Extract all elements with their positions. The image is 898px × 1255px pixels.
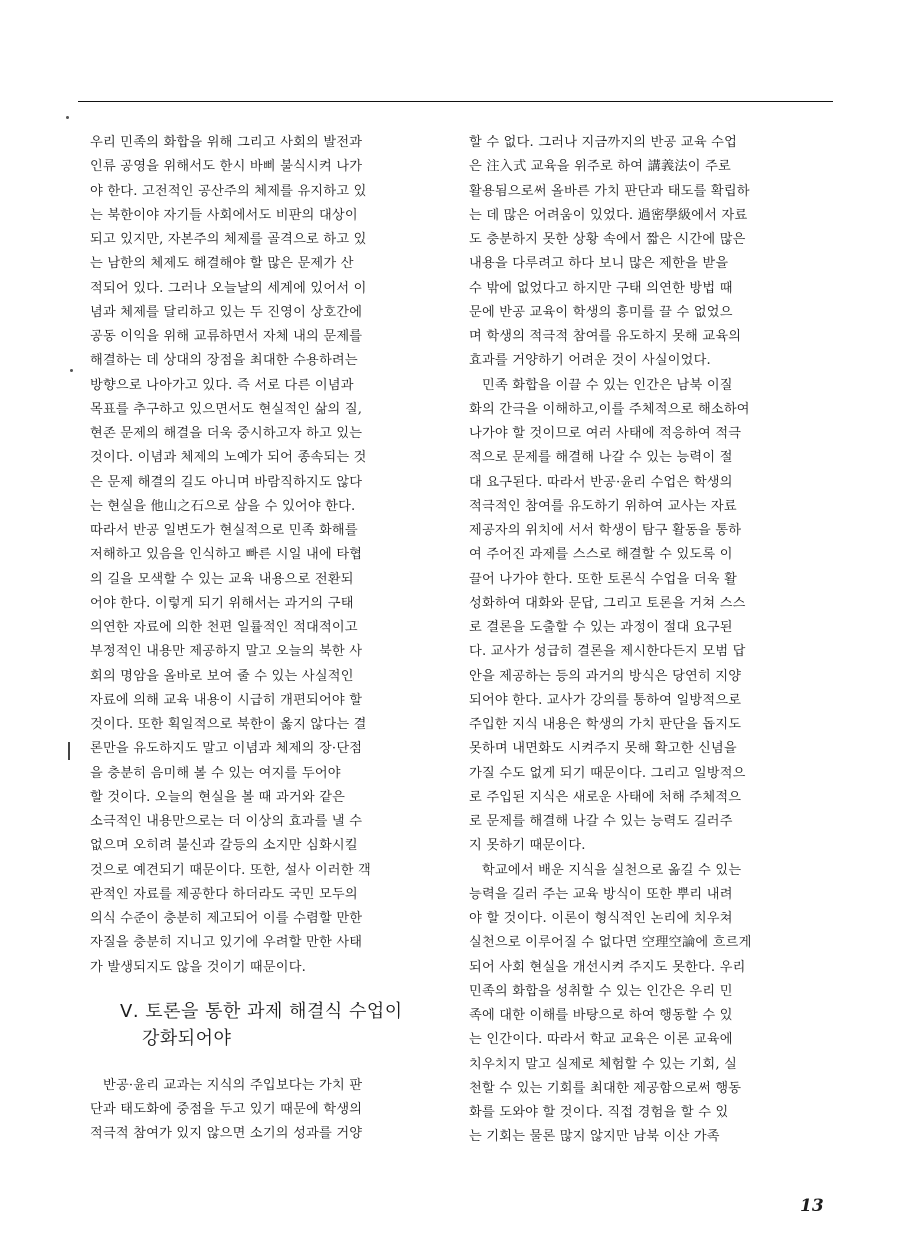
text-line: 할 것이다. 오늘의 현실을 볼 때 과거와 같은 bbox=[90, 789, 346, 805]
text-line: 민족 화합을 이끌 수 있는 인간은 남북 이질 bbox=[482, 377, 733, 393]
text-line: 천할 수 있는 기회를 최대한 제공함으로써 행동 bbox=[469, 1080, 742, 1096]
text-line: 우리 민족의 화합을 위해 그리고 사회의 발전과 bbox=[90, 135, 363, 150]
text-line: 단과 태도화에 중점을 두고 있기 때문에 학생의 bbox=[90, 1102, 363, 1117]
text-line: 야 할 것이다. 이론이 형식적인 논리에 치우쳐 bbox=[469, 911, 733, 926]
text-line: 활용됨으로써 올바른 가치 판단과 태도를 확립하 bbox=[469, 183, 750, 199]
text-line: 해결하는 데 상대의 장점을 최대한 수용하려는 bbox=[90, 353, 358, 369]
text-line: 되어야 한다. 교사가 강의를 통하여 일방적으로 bbox=[469, 692, 742, 708]
margin-mark bbox=[66, 116, 69, 119]
text-line: 지 못하기 때문이다. bbox=[469, 838, 586, 854]
text-line: 적극적인 참여를 유도하기 위하여 교사는 자료 bbox=[469, 498, 737, 514]
text-line: 제공자의 위치에 서서 학생이 탐구 활동을 통하 bbox=[469, 523, 742, 538]
text-line: 저해하고 있음을 인식하고 빠른 시일 내에 타협 bbox=[90, 547, 363, 563]
text-line: 방향으로 나아가고 있다. 즉 서로 다른 이념과 bbox=[90, 377, 354, 393]
text-line: 인류 공영을 위해서도 한시 바삐 불식시켜 나가 bbox=[90, 159, 363, 175]
text-line: 성화하여 대화와 문답, 그리고 토론을 거쳐 스스 bbox=[469, 595, 746, 611]
text-line: 며 학생의 적극적 참여를 유도하지 못해 교육의 bbox=[469, 329, 742, 344]
margin-mark bbox=[70, 369, 73, 372]
text-line: 민족의 화합을 성취할 수 있는 인간은 우리 민 bbox=[469, 983, 733, 999]
text-line: 내용을 다루려고 하다 보니 많은 제한을 받을 bbox=[469, 256, 729, 272]
text-line: 자료에 의해 교육 내용이 시급히 개편되어야 할 bbox=[90, 692, 363, 708]
text-line: 공동 이익을 위해 교류하면서 자체 내의 문제를 bbox=[90, 329, 363, 344]
text-line: 로 결론을 도출할 수 있는 과정이 절대 요구된 bbox=[469, 620, 733, 635]
text-line: 론만을 유도하지도 말고 이념과 체제의 장·단점 bbox=[90, 741, 363, 757]
text-line: 의 길을 모색할 수 있는 교육 내용으로 전환되 bbox=[90, 571, 354, 587]
text-line: 는 인간이다. 따라서 학교 교육은 이론 교육에 bbox=[469, 1032, 733, 1048]
text-line: 념과 체제를 달리하고 있는 두 진영이 상호간에 bbox=[90, 304, 363, 320]
text-line: 못하며 내면화도 시켜주지 못해 확고한 신념을 bbox=[469, 741, 737, 757]
text-line: 능력을 길러 주는 교육 방식이 또한 뿌리 내려 bbox=[469, 886, 733, 902]
text-line: 학교에서 배운 지식을 실천으로 옮길 수 있는 bbox=[482, 862, 742, 878]
margin-mark bbox=[68, 742, 70, 760]
text-line: 것이다. 또한 획일적으로 북한이 옳지 않다는 결 bbox=[90, 717, 367, 732]
text-line: 가 발생되지도 않을 것이기 때문이다. bbox=[90, 959, 307, 975]
section-heading bbox=[90, 998, 450, 1052]
text-line: 끌어 나가야 한다. 또한 토론식 수업을 더욱 활 bbox=[469, 571, 738, 587]
text-line: 없으며 오히려 불신과 갈등의 소지만 심화시킬 bbox=[90, 838, 358, 854]
text-line: 는 현실을 他山之石으로 삼을 수 있어야 한다. bbox=[90, 498, 356, 514]
text-line: 나가야 할 것이므로 여러 사태에 적응하여 적극 bbox=[469, 426, 742, 441]
text-line: 반공·윤리 교과는 지식의 주입보다는 가치 판 bbox=[103, 1077, 363, 1093]
text-line: 주입한 지식 내용은 학생의 가치 판단을 돕지도 bbox=[469, 717, 742, 732]
text-line: 회의 명암을 올바로 보여 줄 수 있는 사실적인 bbox=[90, 668, 354, 684]
text-line: 현존 문제의 해결을 더욱 중시하고자 하고 있는 bbox=[90, 426, 363, 441]
text-line: 적되어 있다. 그러나 오늘날의 세계에 있어서 이 bbox=[90, 280, 367, 296]
text-line: 관적인 자료를 제공한다 하더라도 국민 모두의 bbox=[90, 886, 358, 902]
text-line: 로 문제를 해결해 나갈 수 있는 능력도 길러주 bbox=[469, 814, 733, 829]
page-number: 13 bbox=[800, 1196, 824, 1216]
text-line: 것이다. 이념과 체제의 노예가 되어 종속되는 것 bbox=[90, 450, 367, 466]
text-line: 화의 간극을 이해하고,이를 주체적으로 해소하여 bbox=[469, 401, 750, 417]
text-line: 되고 있지만, 자본주의 체제를 골격으로 하고 있 bbox=[90, 232, 367, 247]
text-line: 문에 반공 교육이 학생의 흥미를 끌 수 없었으 bbox=[469, 304, 733, 320]
left-column bbox=[90, 131, 450, 1147]
text-line: 수 밖에 없었다고 하지만 구태 의연한 방법 때 bbox=[469, 280, 733, 296]
text-line: 부정적인 내용만 제공하지 말고 오늘의 북한 사 bbox=[90, 644, 363, 660]
text-line: 것으로 예견되기 때문이다. 또한, 설사 이러한 객 bbox=[90, 862, 371, 878]
text-line: 실천으로 이루어질 수 없다면 空理空論에 흐르게 bbox=[469, 935, 752, 951]
text-line: 은 注入式 교육을 위주로 하여 講義法이 주로 bbox=[469, 159, 731, 175]
text-line: 을 충분히 음미해 볼 수 있는 여지를 두어야 bbox=[90, 765, 341, 781]
left-body-text bbox=[90, 131, 450, 980]
text-line: 도 충분하지 못한 상황 속에서 짧은 시간에 많은 bbox=[469, 232, 746, 247]
section-heading-line1: Ⅴ. 토론을 통한 과제 해결식 수업이 bbox=[120, 1000, 403, 1022]
text-line: 치우치지 말고 실제로 체험할 수 있는 기회, 실 bbox=[469, 1056, 738, 1072]
text-line: 는 남한의 체제도 해결해야 할 많은 문제가 산 bbox=[90, 256, 354, 272]
text-line: 는 데 많은 어려움이 있었다. 過密學級에서 자료 bbox=[469, 207, 748, 223]
text-line: 가질 수도 없게 되기 때문이다. 그리고 일방적으 bbox=[469, 765, 746, 781]
text-line: 목표를 추구하고 있으면서도 현실적인 삶의 질, bbox=[90, 401, 363, 417]
text-line: 적으로 문제를 해결해 나갈 수 있는 능력이 절 bbox=[469, 450, 733, 466]
text-line: 여 주어진 과제를 스스로 해결할 수 있도록 이 bbox=[469, 547, 733, 563]
text-line: 는 북한이야 자기들 사회에서도 비판의 대상이 bbox=[90, 207, 358, 223]
text-line: 다. 교사가 성급히 결론을 제시한다든지 모범 답 bbox=[469, 644, 746, 660]
text-line: 은 문제 해결의 길도 아니며 바람직하지도 않다 bbox=[90, 474, 363, 490]
text-line: 야 한다. 고전적인 공산주의 체제를 유지하고 있 bbox=[90, 183, 367, 199]
text-line: 안을 제공하는 등의 과거의 방식은 당연히 지양 bbox=[469, 668, 742, 684]
text-line: 의연한 자료에 의한 천편 일률적인 적대적이고 bbox=[90, 620, 358, 635]
text-line: 되어 사회 현실을 개선시켜 주지도 못한다. 우리 bbox=[469, 959, 746, 975]
text-line: 화를 도와야 할 것이다. 직접 경험을 할 수 있 bbox=[469, 1105, 729, 1120]
text-line: 의식 수준이 충분히 제고되어 이를 수렴할 만한 bbox=[90, 911, 363, 926]
text-line: 소극적인 내용만으로는 더 이상의 효과를 낼 수 bbox=[90, 814, 363, 829]
text-line: 적극적 참여가 있지 않으면 소기의 성과를 거양 bbox=[90, 1126, 363, 1142]
right-body-text bbox=[469, 131, 829, 1150]
left-body-text-continued bbox=[90, 1074, 450, 1147]
text-line: 따라서 반공 일변도가 현실적으로 민족 화해를 bbox=[90, 523, 358, 538]
text-line: 로 주입된 지식은 새로운 사태에 처해 주체적으 bbox=[469, 789, 742, 805]
text-line: 대 요구된다. 따라서 반공·윤리 수업은 학생의 bbox=[469, 474, 733, 490]
text-line: 는 기회는 물론 많지 않지만 남북 이산 가족 bbox=[469, 1129, 720, 1145]
section-heading-line2: 강화되어야 bbox=[142, 1027, 232, 1049]
text-line: 할 수 없다. 그러나 지금까지의 반공 교육 수업 bbox=[469, 135, 738, 150]
header-rule bbox=[78, 101, 833, 102]
text-line: 효과를 거양하기 어려운 것이 사실이었다. bbox=[469, 353, 711, 369]
text-line: 족에 대한 이해를 바탕으로 하여 행동할 수 있 bbox=[469, 1008, 733, 1023]
text-line: 자질을 충분히 지니고 있기에 우려할 만한 사태 bbox=[90, 935, 363, 951]
right-column bbox=[469, 131, 829, 1150]
text-line: 어야 한다. 이렇게 되기 위해서는 과거의 구태 bbox=[90, 595, 354, 611]
